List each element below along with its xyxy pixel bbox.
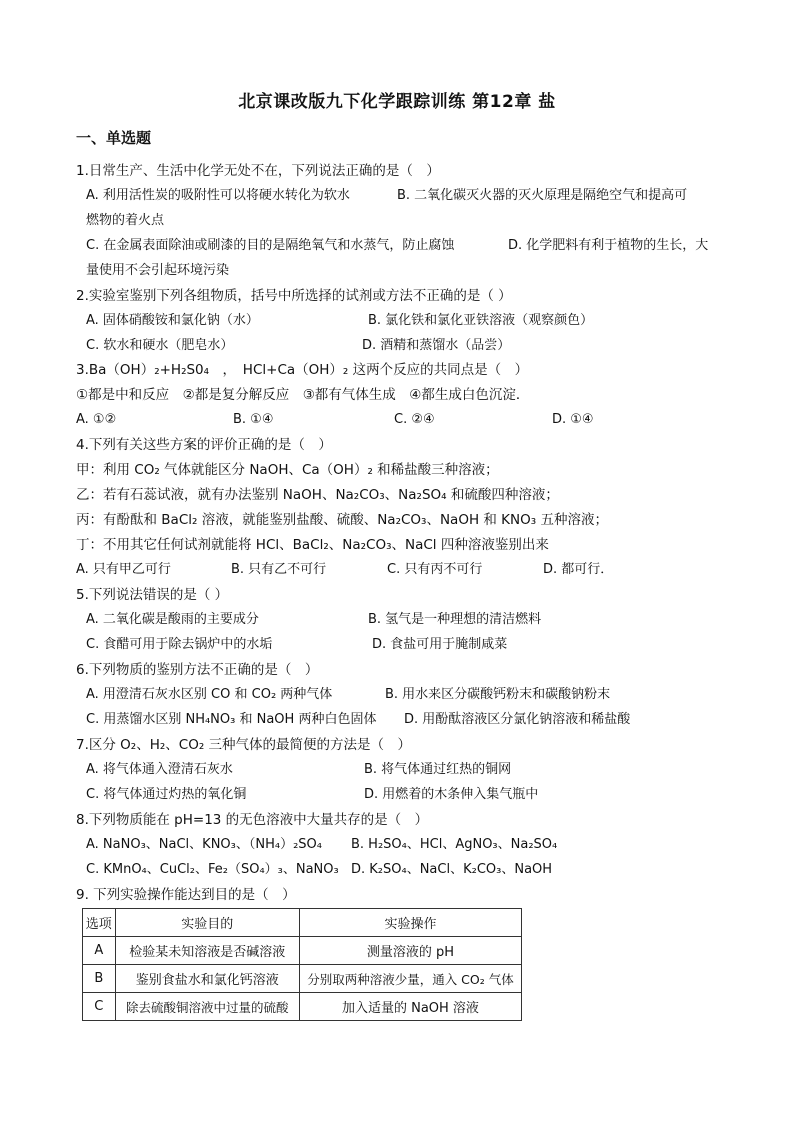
question-3-option-b[interactable]: B. ①④ xyxy=(233,412,274,427)
question-6-option-a[interactable]: A. 用澄清石灰水区别 CO 和 CO₂ 两种气体 xyxy=(86,687,333,702)
table-header-row xyxy=(83,909,522,937)
question-8-option-b[interactable]: B. H₂SO₄、HCl、AgNO₃、Na₂SO₄ xyxy=(351,837,558,852)
question-6-option-d[interactable]: D. 用酚酞溶液区分氯化钠溶液和稀盐酸 xyxy=(404,712,631,727)
table-cell-operation: 加入适量的 NaOH 溶液 xyxy=(299,993,521,1021)
question-7-stem: 7.区分 O₂、H₂、CO₂ 三种气体的最简便的方法是（ ） xyxy=(76,737,412,753)
question-4-plan-jia: 甲：利用 CO₂ 气体就能区分 NaOH、Ca（OH）₂ 和稀盐酸三种溶液； xyxy=(76,462,499,478)
question-4-option-d[interactable]: D. 都可行． xyxy=(543,562,614,577)
experiment-table xyxy=(82,908,522,1021)
question-8-option-a[interactable]: A. NaNO₃、NaCl、KNO₃、（NH₄）₂SO₄ xyxy=(86,837,322,852)
question-6-option-b[interactable]: B. 用水来区分碳酸钙粉末和碳酸钠粉末 xyxy=(385,687,611,702)
question-5-option-a[interactable]: A. 二氧化碳是酸雨的主要成分 xyxy=(86,612,259,627)
question-6-stem: 6.下列物质的鉴别方法不正确的是（ ） xyxy=(76,662,319,678)
question-1-option-c[interactable]: C. 在金属表面除油或刷漆的目的是隔绝氧气和水蒸气，防止腐蚀 xyxy=(86,238,455,253)
question-8-option-d[interactable]: D. K₂SO₄、NaCl、K₂CO₃、NaOH xyxy=(351,862,553,877)
question-3-statements: ①都是中和反应 ②都是复分解反应 ③都有气体生成 ④都生成白色沉淀． xyxy=(76,387,530,403)
table-row[interactable] xyxy=(83,993,522,1021)
question-8-option-c[interactable]: C. KMnO₄、CuCl₂、Fe₂（SO₄）₃、NaNO₃ xyxy=(86,862,339,877)
question-9-stem: 9. 下列实验操作能达到目的是（ ） xyxy=(76,887,296,903)
question-4-plan-yi: 乙：若有石蕊试液，就有办法鉴别 NaOH、Na₂CO₃、Na₂SO₄ 和硫酸四种溶液； xyxy=(76,487,559,503)
question-8-stem: 8.下列物质能在 pH=13 的无色溶液中大量共存的是（ ） xyxy=(76,812,429,828)
question-5-stem: 5.下列说法错误的是（ ） xyxy=(76,587,229,603)
question-1-option-d[interactable]: D. 化学肥料有利于植物的生长，大 xyxy=(508,238,709,253)
question-4-plan-bing: 丙：有酚酞和 BaCl₂ 溶液，就能鉴别盐酸、硫酸、Na₂CO₃、NaOH 和 KNO₃ 五种溶液； xyxy=(76,512,608,528)
table-cell-option: B xyxy=(83,965,116,993)
question-4-stem: 4.下列有关这些方案的评价正确的是（ ） xyxy=(76,437,332,453)
question-4-option-a[interactable]: A. 只有甲乙可行 xyxy=(76,562,171,577)
question-3-option-a[interactable]: A. ①② xyxy=(76,412,117,427)
table-header-option: 选项 xyxy=(83,909,116,937)
question-3-option-d[interactable]: D. ①④ xyxy=(552,412,594,427)
question-1-option-b-cont: 燃物的着火点 xyxy=(86,213,165,228)
table-cell-purpose: 检验某未知溶液是否碱溶液 xyxy=(115,937,299,965)
question-5-option-b[interactable]: B. 氢气是一种理想的清洁燃料 xyxy=(368,612,542,627)
question-7-option-b[interactable]: B. 将气体通过红热的铜网 xyxy=(364,762,512,777)
table-cell-purpose: 鉴别食盐水和氯化钙溶液 xyxy=(115,965,299,993)
question-5-option-c[interactable]: C. 食醋可用于除去锅炉中的水垢 xyxy=(86,637,273,652)
table-cell-option: A xyxy=(83,937,116,965)
question-7-option-c[interactable]: C. 将气体通过灼热的氧化铜 xyxy=(86,787,247,802)
table-cell-operation: 测量溶液的 pH xyxy=(299,937,521,965)
question-7-option-d[interactable]: D. 用燃着的木条伸入集气瓶中 xyxy=(364,787,539,802)
question-2-option-b[interactable]: B. 氯化铁和氯化亚铁溶液（观察颜色） xyxy=(368,313,594,328)
table-cell-purpose: 除去硫酸铜溶液中过量的硫酸 xyxy=(115,993,299,1021)
page-title: 北京课改版九下化学跟踪训练 第12章 盐 xyxy=(238,92,556,112)
question-7-option-a[interactable]: A. 将气体通入澄清石灰水 xyxy=(86,762,233,777)
question-2-stem: 2.实验室鉴别下列各组物质，括号中所选择的试剂或方法不正确的是（ ） xyxy=(76,288,512,304)
question-4-option-b[interactable]: B. 只有乙不可行 xyxy=(231,562,327,577)
question-3-option-c[interactable]: C. ②④ xyxy=(394,412,435,427)
table-header-operation: 实验操作 xyxy=(299,909,521,937)
table-row[interactable] xyxy=(83,965,522,993)
table-cell-operation: 分别取两种溶液少量，通入 CO₂ 气体 xyxy=(299,965,521,993)
question-4-plan-ding: 丁：不用其它任何试剂就能将 HCl、BaCl₂、Na₂CO₃、NaCl 四种溶液鉴别出来 xyxy=(76,537,549,553)
table-row[interactable] xyxy=(83,937,522,965)
question-1-option-b[interactable]: B. 二氧化碳灭火器的灭火原理是隔绝空气和提高可 xyxy=(397,188,688,203)
table-cell-option: C xyxy=(83,993,116,1021)
question-1-option-a[interactable]: A. 利用活性炭的吸附性可以将硬水转化为软水 xyxy=(86,188,350,203)
question-3-stem: 3.Ba（OH）₂+H₂S0₄ ， HCl+Ca（OH）₂ 这两个反应的共同点是（ ） xyxy=(76,362,529,378)
question-2-option-a[interactable]: A. 固体硝酸铵和氯化钠（水） xyxy=(86,313,259,328)
section-heading: 一、单选题 xyxy=(76,129,152,147)
question-5-option-d[interactable]: D. 食盐可用于腌制咸菜 xyxy=(372,637,508,652)
question-2-option-c[interactable]: C. 软水和硬水（肥皂水） xyxy=(86,338,234,353)
question-6-option-c[interactable]: C. 用蒸馏水区别 NH₄NO₃ 和 NaOH 两种白色固体 xyxy=(86,712,377,727)
table-header-purpose: 实验目的 xyxy=(115,909,299,937)
question-2-option-d[interactable]: D. 酒精和蒸馏水（品尝） xyxy=(362,338,511,353)
question-1-option-d-cont: 量使用不会引起环境污染 xyxy=(86,263,230,278)
question-1-stem: 1.日常生产、生活中化学无处不在，下列说法正确的是（ ） xyxy=(76,163,440,179)
question-4-option-c[interactable]: C. 只有丙不可行 xyxy=(387,562,483,577)
